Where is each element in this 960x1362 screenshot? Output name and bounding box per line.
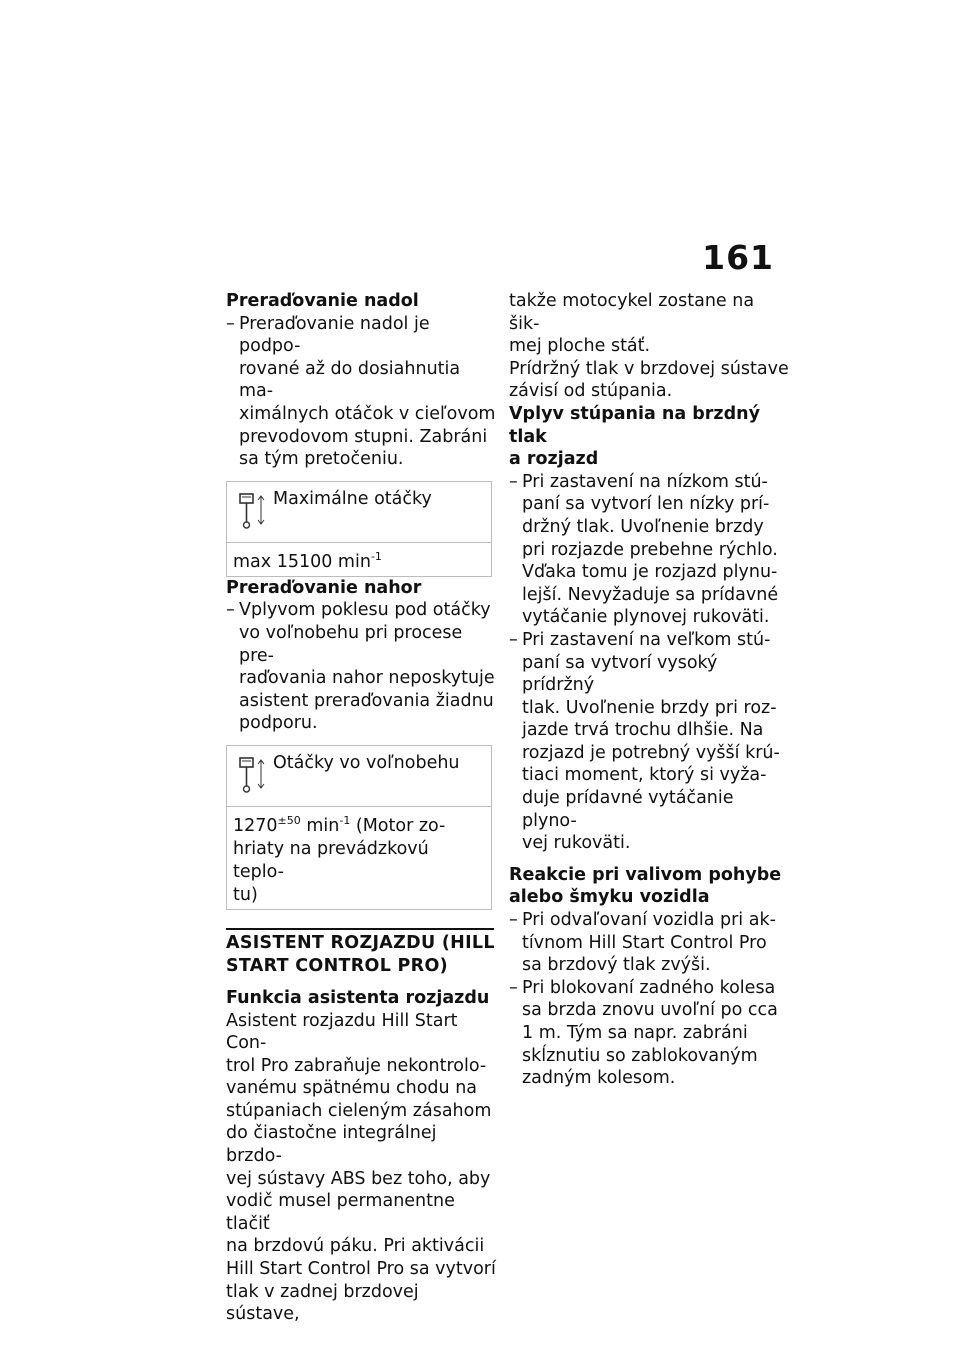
text-line: vodič musel permanentne tlačiť: [226, 1191, 455, 1234]
text-line: tlak. Uvoľnenie brzdy pri roz-: [522, 697, 777, 718]
bullet-text: [237, 313, 496, 471]
spec-value-text: 1270: [233, 815, 278, 836]
heading-slope-influence: [509, 403, 789, 471]
text-line: tiaci moment, ktorý si vyža-: [522, 765, 767, 786]
spec-note: hriaty na prevádzkovú teplo-: [233, 838, 429, 882]
text-line: Vplyvom poklesu pod otáčky: [239, 600, 491, 621]
text-line: stúpaniach cieleným zásahom: [226, 1100, 492, 1121]
text-line: sa brzdový tlak zvýši.: [522, 955, 711, 976]
text-line: 1 m. Tým sa napr. zabráni: [522, 1023, 748, 1043]
text-line: vej rukoväti.: [522, 833, 631, 854]
text-line: Vplyv stúpania na brzdný tlak: [509, 403, 761, 447]
left-column: [226, 290, 496, 1326]
spec-tolerance: ±50: [277, 813, 301, 827]
text-line: Preraďovanie nadol je podpo-: [239, 313, 430, 357]
spec-label: Maximálne otáčky: [273, 488, 432, 509]
text-line: vo voľnobehu pri procese pre-: [239, 622, 463, 666]
text-line: mej ploche stáť.: [509, 336, 651, 357]
spec-header: [227, 482, 491, 543]
text-line: vanému spätnému chodu na: [226, 1078, 478, 1099]
paragraph-continued: [509, 290, 789, 358]
text-line: lejší. Nevyžaduje sa prídavné: [522, 584, 779, 605]
text-line: zadným kolesom.: [522, 1068, 676, 1089]
text-line: Reakcie pri valivom pohybe: [509, 864, 782, 885]
text-line: vej sústavy ABS bez toho, aby: [226, 1168, 491, 1189]
bullet-dash: –: [509, 977, 518, 998]
spec-header: [227, 746, 491, 807]
bullet-upshift: [226, 599, 496, 735]
text-line: ASISTENT ROZJAZDU (HILL: [226, 932, 495, 953]
heading-hill-start-function: Funkcia asistenta rozjazdu: [226, 987, 490, 1008]
text-line: tívnom Hill Start Control Pro: [522, 932, 767, 953]
bullet-wheel-lock: [509, 977, 789, 1090]
text-line: vytáčanie plynovej rukoväti.: [522, 607, 770, 628]
text-line: na brzdovú páku. Pri aktivácii: [226, 1236, 485, 1257]
bullet-high-slope: [509, 629, 789, 855]
spec-value: [227, 807, 491, 909]
heading-upshift: Preraďovanie nahor: [226, 577, 422, 598]
spec-unit: min: [300, 815, 340, 836]
bullet-text: [520, 629, 789, 855]
text-line: jazde trvá trochu dlhšie. Na: [522, 720, 764, 741]
bullet-dash: –: [509, 629, 518, 650]
bullet-text: [520, 471, 789, 629]
engine-piston-icon: [237, 492, 267, 532]
spec-note: tu): [233, 884, 258, 905]
text-line: závisí od stúpania.: [509, 381, 673, 402]
text-line: do čiastočne integrálnej brzdo-: [226, 1123, 437, 1167]
text-line: paní sa vytvorí len nízky prí-: [522, 494, 770, 515]
paragraph-hill-start: [226, 1010, 496, 1326]
spec-exponent: -1: [370, 549, 382, 563]
bullet-text: [237, 599, 496, 735]
text-line: podporu.: [239, 713, 318, 734]
text-line: sa brzda znovu uvoľní po cca: [522, 1000, 778, 1021]
bullet-dash: –: [226, 600, 235, 621]
bullet-low-slope: [509, 471, 789, 629]
spec-label: Otáčky vo voľnobehu: [273, 752, 460, 773]
right-column: [509, 290, 789, 1090]
spec-value: [227, 543, 491, 576]
text-line: alebo šmyku vozidla: [509, 887, 710, 908]
spec-exponent: -1: [339, 813, 351, 827]
spec-box-max-rpm: [226, 481, 492, 577]
text-line: Prídržný tlak v brzdovej sústave: [509, 358, 789, 379]
bullet-dash: –: [226, 313, 235, 334]
heading-rolling-reaction: [509, 864, 789, 909]
text-line: Hill Start Control Pro sa vytvorí: [226, 1259, 496, 1280]
section-title: [226, 932, 496, 978]
bullet-dash: –: [509, 910, 518, 931]
text-line: Vďaka tomu je rozjazd plynu-: [522, 562, 778, 583]
text-line: trol Pro zabraňuje nekontrolo-: [226, 1055, 487, 1076]
text-line: Asistent rozjazdu Hill Start Con-: [226, 1010, 458, 1054]
page-number: 161: [702, 238, 774, 277]
bullet-text: [520, 909, 789, 977]
text-line: ximálnych otáčok v cieľovom: [239, 403, 496, 424]
heading-downshift: Preraďovanie nadol: [226, 291, 419, 311]
text-line: raďovania nahor neposkytuje: [239, 668, 495, 689]
bullet-downshift: [226, 313, 496, 471]
spec-note: (Motor zo-: [350, 815, 446, 836]
text-line: Pri zastavení na nízkom stú-: [522, 471, 768, 492]
text-line: sa tým pretočeniu.: [239, 449, 404, 470]
text-line: rozjazd je potrebný vyšší krú-: [522, 742, 780, 763]
spec-value-text: max 15100 min: [233, 551, 371, 572]
bullet-text: [520, 977, 789, 1090]
text-line: prevodovom stupni. Zabráni: [239, 426, 488, 447]
text-line: tlak v zadnej brzdovej sústave,: [226, 1281, 419, 1325]
bullet-dash: –: [509, 471, 518, 492]
spec-box-idle-rpm: [226, 745, 492, 910]
text-line: a rozjazd: [509, 449, 599, 470]
text-line: paní sa vytvorí vysoký prídržný: [522, 652, 718, 696]
text-line: Pri blokovaní zadného kolesa: [522, 977, 776, 998]
text-line: Pri zastavení na veľkom stú-: [522, 629, 771, 650]
text-line: Pri odvaľovaní vozidla pri ak-: [522, 910, 776, 931]
text-line: START CONTROL PRO): [226, 955, 448, 976]
text-line: držný tlak. Uvoľnenie brzdy: [522, 516, 764, 537]
text-line: pri rozjazde prebehne rýchlo.: [522, 539, 778, 560]
engine-piston-icon: [237, 756, 267, 796]
text-line: rované až do dosiahnutia ma-: [239, 358, 461, 402]
text-line: duje prídavné vytáčanie plyno-: [522, 788, 734, 831]
text-line: skĺznutiu so zablokovaným: [522, 1045, 758, 1066]
paragraph-holding-pressure: [509, 358, 789, 403]
text-line: takže motocykel zostane na šik-: [509, 291, 755, 334]
section-divider: [226, 928, 494, 930]
bullet-rolling: [509, 909, 789, 977]
text-line: asistent preraďovania žiadnu: [239, 690, 494, 711]
